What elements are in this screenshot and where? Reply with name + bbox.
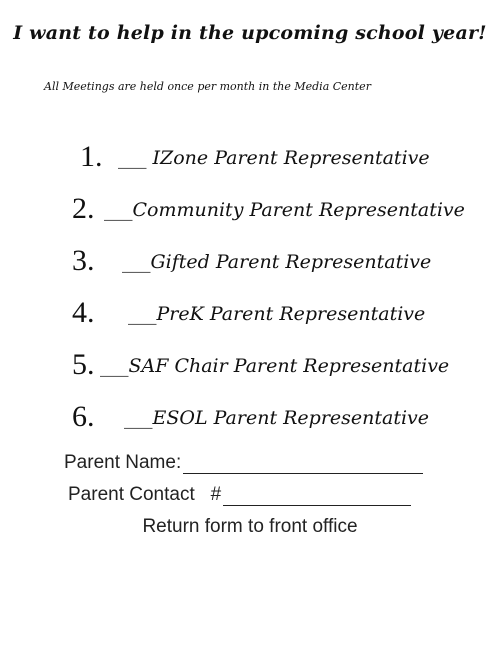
parent-contact-blank[interactable] [223,487,411,506]
role-number: 3. [72,244,95,277]
parent-name-field[interactable] [64,452,423,474]
role-item-saf-chair [0,344,500,396]
role-label: ___ IZone Parent Representative [118,147,430,169]
role-item-community [0,188,500,240]
parent-contact-label: Parent Contact # [68,484,222,505]
role-number: 6. [72,400,95,433]
role-label: ___Community Parent Representative [104,199,465,221]
meeting-note: All Meetings are held once per month in the Media Center [44,80,371,93]
role-number: 2. [72,192,95,225]
parent-contact-field[interactable] [68,484,411,506]
role-item-gifted [0,240,500,292]
role-number: 5. [72,348,95,381]
role-item-prek [0,292,500,344]
role-label: ___Gifted Parent Representative [122,251,432,273]
parent-name-blank[interactable] [183,455,423,474]
role-list [0,136,500,448]
role-item-esol [0,396,500,448]
parent-name-label: Parent Name: [64,452,182,473]
page-title: I want to help in the upcoming school year! [13,22,487,44]
role-number: 4. [72,296,95,329]
role-number: 1. [80,140,103,173]
return-instruction: Return form to front office [142,516,358,537]
role-label: ___SAF Chair Parent Representative [100,355,450,377]
role-item-izone [0,136,500,188]
role-label: ___PreK Parent Representative [128,303,426,325]
role-label: ___ESOL Parent Representative [124,407,430,429]
